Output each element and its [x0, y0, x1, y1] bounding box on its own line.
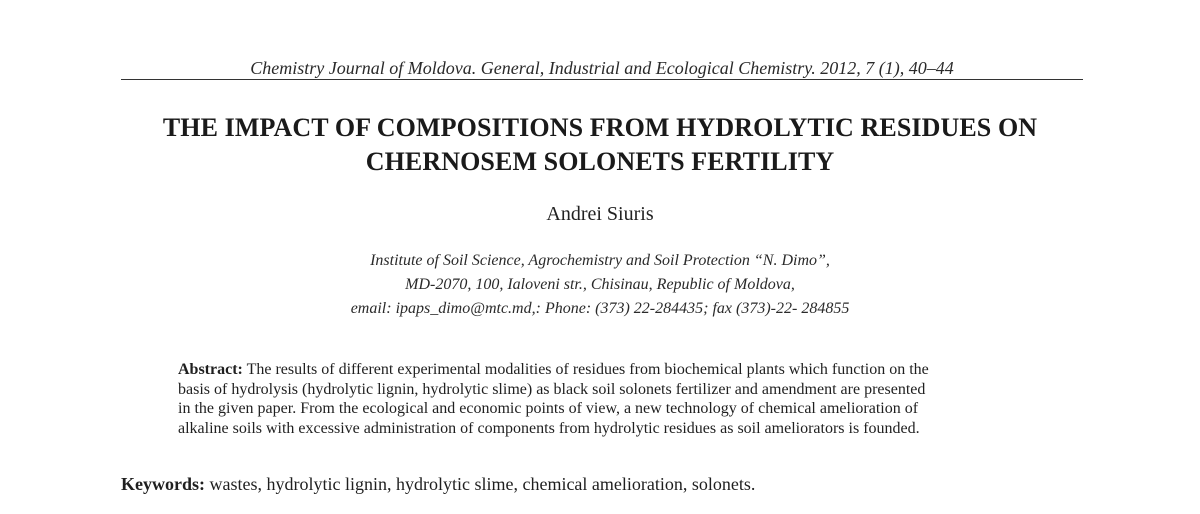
- abstract-line-3: in the given paper. From the ecological and economic points of view, a new technology of chemical amelioration of: [178, 400, 919, 417]
- affiliation-line-2: MD-2070, 100, Ialoveni str., Chisinau, Republic of Moldova,: [405, 276, 795, 293]
- abstract-first-line-text: The results of different experimental modalities of residues from biochemical plants which function on the: [242, 361, 929, 378]
- header-rule: [121, 79, 1083, 80]
- keywords: [121, 471, 1081, 497]
- abstract-line-1: [178, 360, 1038, 380]
- abstract-line-2: basis of hydrolysis (hydrolytic lignin, hydrolytic slime) as black soil solonets fertilizer and amendment are presented: [178, 380, 926, 398]
- author-name: Andrei Siuris: [546, 203, 654, 225]
- abstract: [178, 360, 1038, 438]
- abstract-line-4: alkaline soils with excessive administration of components from hydrolytic residues as soil ameliorators is founded.: [178, 419, 920, 437]
- affiliation-line-3: email: ipaps_dimo@mtc.md,: Phone: (373) 22-284435; fax (373)-22- 284855: [350, 300, 850, 317]
- title-line-2: CHERNOSEM SOLONETS FERTILITY: [365, 147, 835, 176]
- keywords-text: wastes, hydrolytic lignin, hydrolytic slime, chemical amelioration, solonets.: [205, 474, 756, 494]
- abstract-label: Abstract:: [178, 361, 243, 378]
- affiliation-line-1: Institute of Soil Science, Agrochemistry and Soil Protection “N. Dimo”,: [370, 252, 830, 269]
- title-line-1: THE IMPACT OF COMPOSITIONS FROM HYDROLYTIC RESIDUES ON: [162, 113, 1038, 142]
- keywords-label: Keywords:: [121, 474, 205, 494]
- paper-title: [60, 111, 1140, 179]
- affiliation: [200, 249, 1000, 321]
- journal-citation: Chemistry Journal of Moldova. General, Industrial and Ecological Chemistry. 2012, 7 (1), 40–44: [250, 58, 954, 78]
